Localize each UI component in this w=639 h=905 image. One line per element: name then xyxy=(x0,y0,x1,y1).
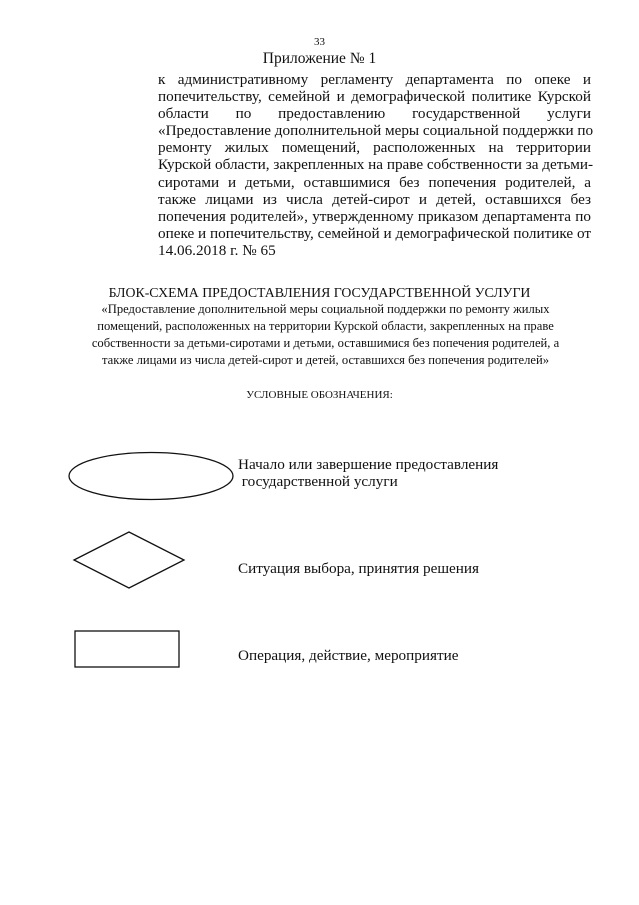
rectangle-shape-icon xyxy=(74,630,180,668)
legend-label-operation: Операция, действие, мероприятие xyxy=(238,647,459,664)
diamond-shape-icon xyxy=(73,531,185,589)
preamble-line: попечительству, семейной и демографической политике Курской xyxy=(158,88,591,106)
legend-label-start-end: Начало или завершение предоставления государственной услуги xyxy=(238,456,499,490)
legend-title: УСЛОВНЫЕ ОБОЗНАЧЕНИЯ: xyxy=(246,389,393,401)
preamble-line: попечения родителей», утвержденному приказом департамента по xyxy=(158,207,591,225)
ellipse-shape-icon xyxy=(68,451,234,501)
preamble-line: также лицами из числа детей-сирот и детей, оставшихся без xyxy=(158,190,591,208)
preamble-line: ремонту жилых помещений, расположенных на территории xyxy=(158,139,591,157)
preamble-line: к административному регламенту департамента по опеке и xyxy=(158,71,591,88)
legend-label-decision: Ситуация выбора, принятия решения xyxy=(238,560,480,577)
preamble-line: «Предоставление дополнительной меры социальной поддержки по xyxy=(158,122,594,140)
block-scheme-description: «Предоставление дополнительной меры социальной поддержки по ремонту жилых помещений, расположенных на территории Курской области, закрепленных на праве собственности за детьми-сиротами и детьми, оставшимися без попечения родителей, а также лицами из числа детей-сирот и детей, оставшихся без попечения родителей» xyxy=(91,302,560,367)
preamble-line: 14.06.2018 г. № 65 xyxy=(158,241,276,259)
preamble-line: сиротами и детьми, оставшимися без попечения родителей, а xyxy=(158,173,591,191)
appendix-preamble xyxy=(158,71,594,259)
preamble-line: опеке и попечительству, семейной и демографической политике от xyxy=(158,224,591,242)
page-number: 33 xyxy=(314,36,325,48)
preamble-line: области по предоставлению государственной услуги xyxy=(158,105,591,123)
preamble-line: Курской области, закрепленных на праве собственности за детьми- xyxy=(158,156,594,174)
block-scheme-title: БЛОК-СХЕМА ПРЕДОСТАВЛЕНИЯ ГОСУДАРСТВЕННОЙ УСЛУГИ xyxy=(108,285,531,300)
appendix-title: Приложение № 1 xyxy=(262,50,377,67)
